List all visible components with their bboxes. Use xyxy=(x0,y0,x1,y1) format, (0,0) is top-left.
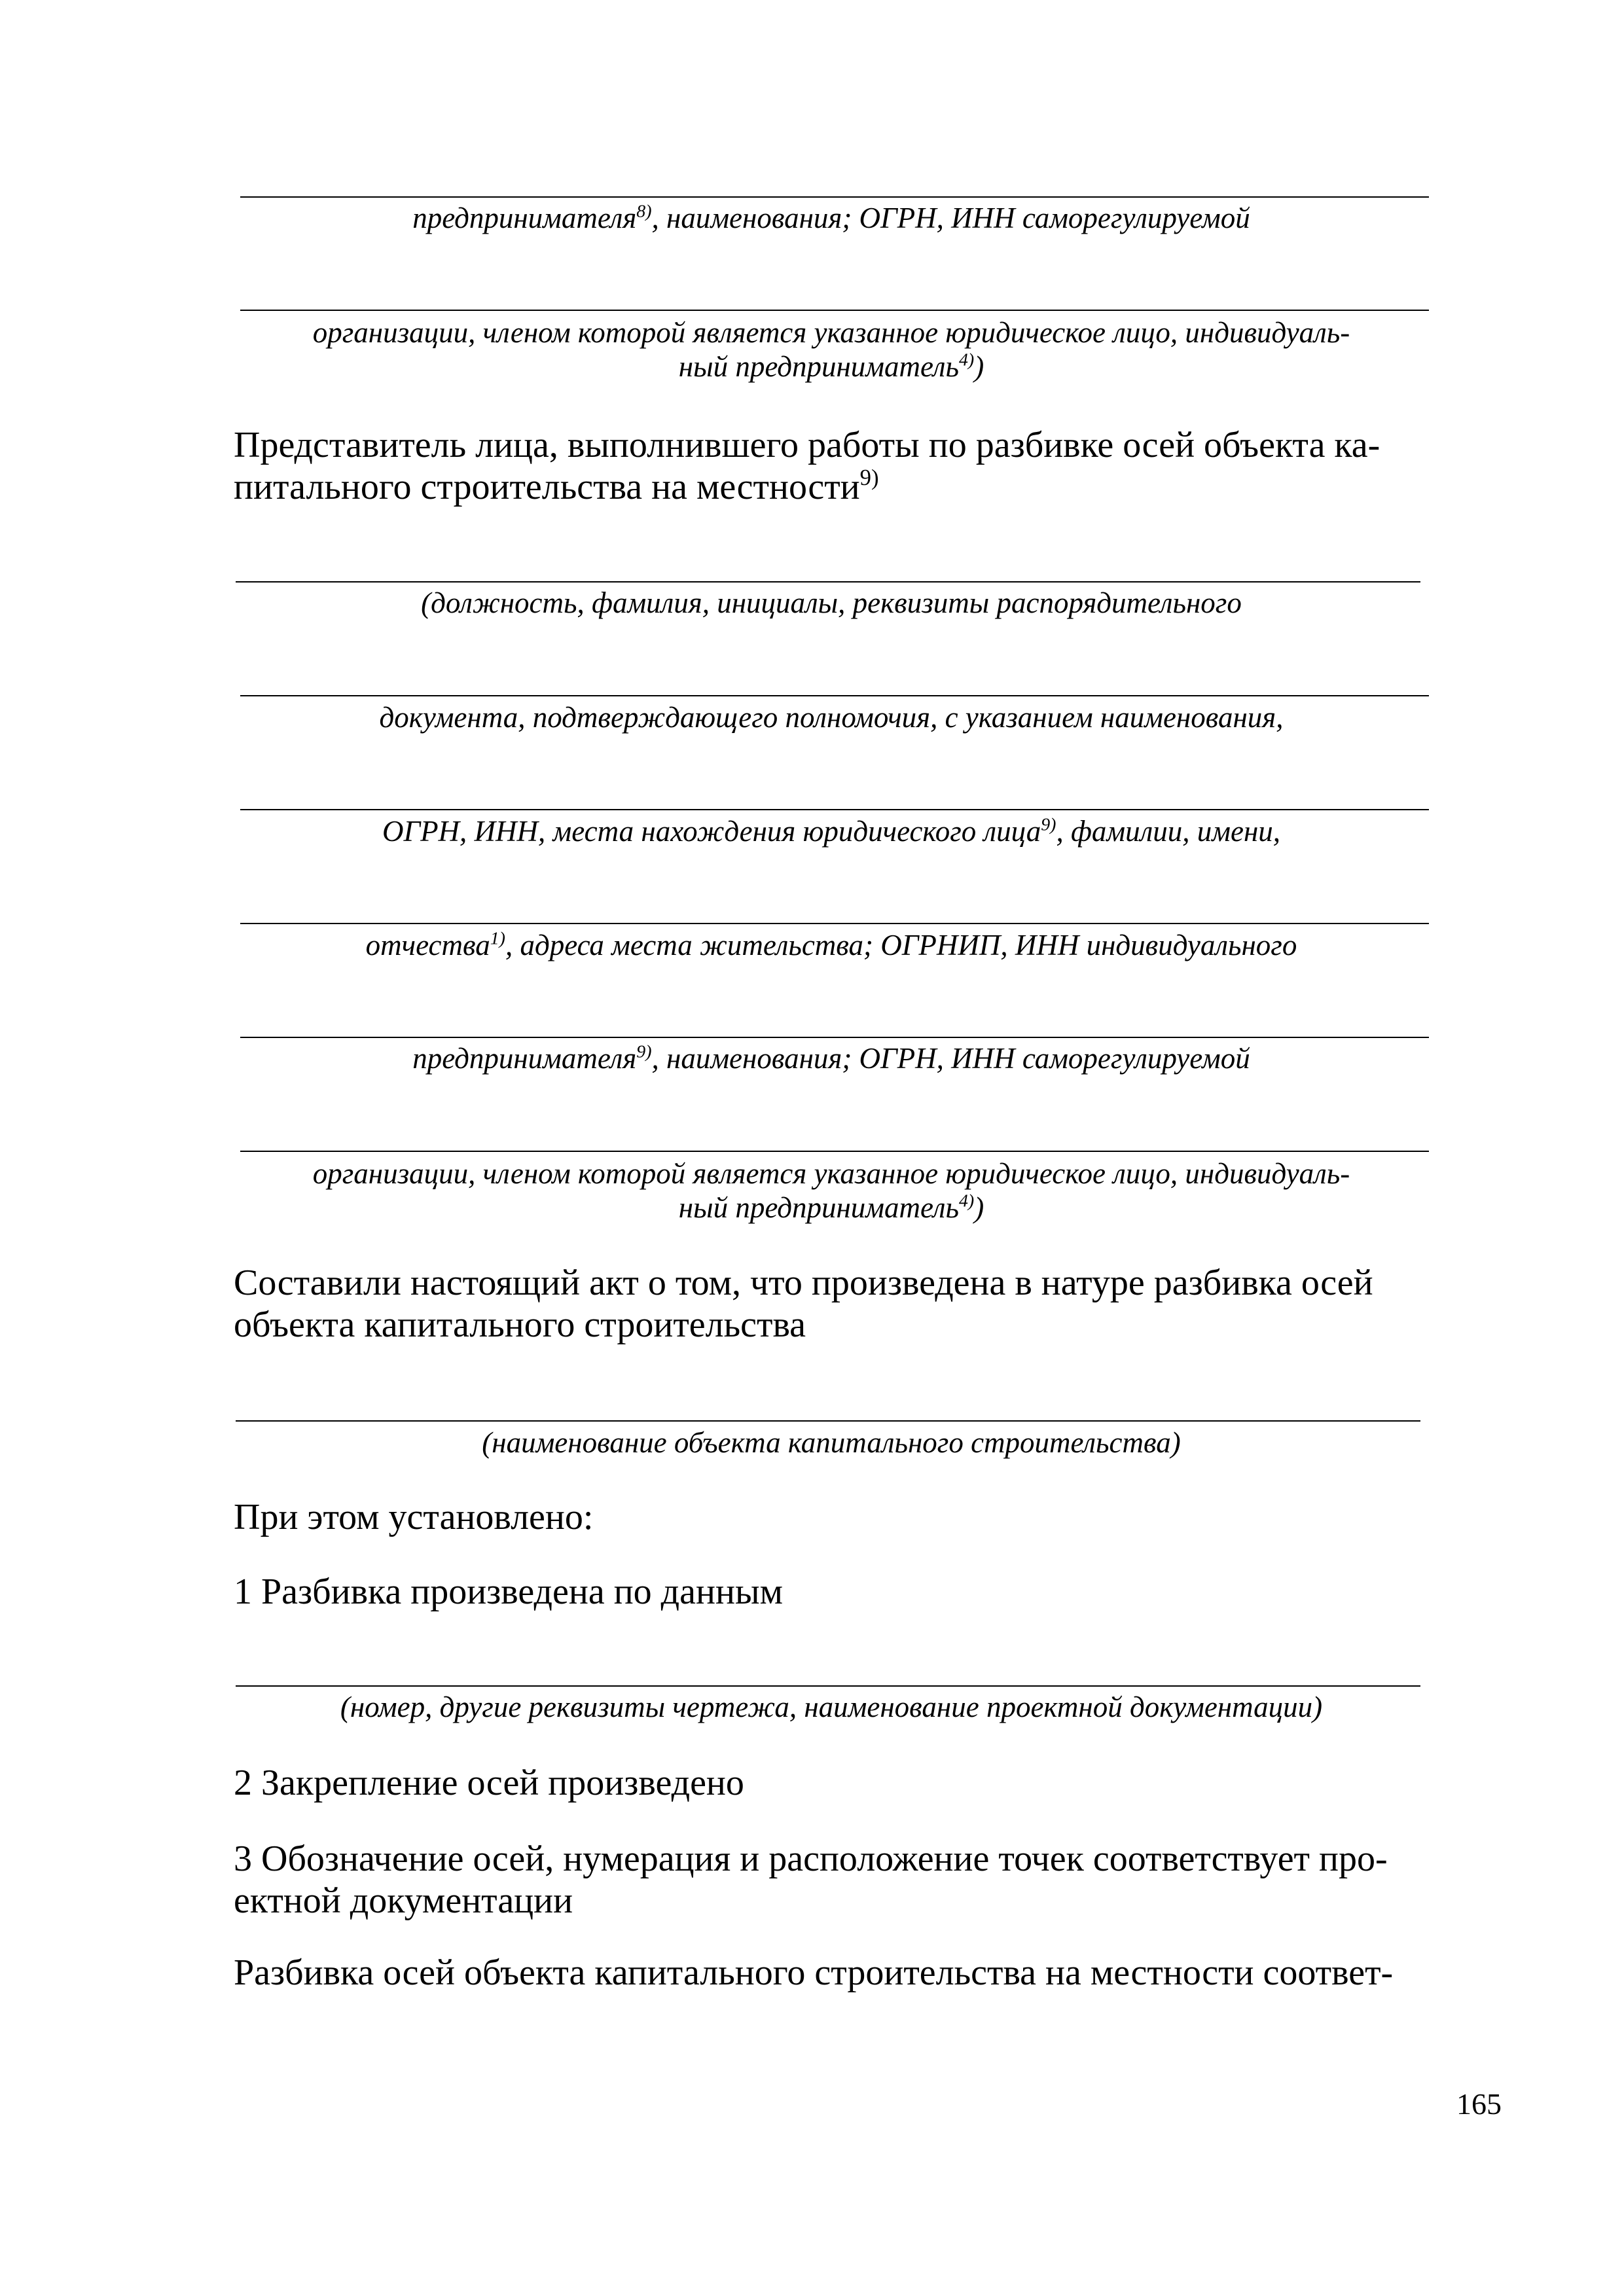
blank-line xyxy=(236,1685,1420,1687)
blank-line xyxy=(240,809,1429,810)
caption-sro-member-a: организации, членом которой является указанное юридическое лицо, индивидуаль- ный предприниматель$^{4)}$) xyxy=(312,316,1350,383)
caption-document-powers: документа, подтверждающего полномочия, с указанием наименования, xyxy=(379,701,1284,734)
blank-line xyxy=(240,196,1429,198)
blank-line xyxy=(240,1037,1429,1038)
caption-entrepreneur-8: предпринимателя$^{8)}$, наименования; ОГРН, ИНН саморегулируемой xyxy=(412,201,1250,234)
blank-line xyxy=(240,310,1429,311)
blank-line xyxy=(240,1151,1429,1152)
blank-line xyxy=(240,923,1429,924)
paragraph-item-2: 2 Закрепление осей произведено xyxy=(234,1763,744,1803)
paragraph-established: При этом установлено: xyxy=(234,1497,594,1537)
paragraph-representative: Представитель лица, выполнившего работы по разбивке осей объекта ка- питального строительства на местности$^{9)}$ xyxy=(234,425,1380,507)
caption-sro-member-b: организации, членом которой является указанное юридическое лицо, индивидуаль- ный предприниматель$^{4)}$) xyxy=(312,1157,1350,1224)
paragraph-conclusion: Разбивка осей объекта капитального строительства на местности соответ- xyxy=(234,1952,1394,1993)
page-number: 165 xyxy=(1456,2087,1502,2121)
paragraph-item-1: 1 Разбивка произведена по данным xyxy=(234,1571,784,1612)
caption-ogrn-location: ОГРН, ИНН, места нахождения юридического лица$^{9)}$, фамилии, имени, xyxy=(382,814,1281,848)
paragraph-act-statement: Составили настоящий акт о том, что произведена в натуре разбивка осей объекта капитального строительства xyxy=(234,1263,1373,1345)
paragraph-item-3: 3 Обозначение осей, нумерация и расположение точек соответствует про- ектной документации xyxy=(234,1839,1388,1921)
caption-position-name: (должность, фамилия, инициалы, реквизиты распорядительного xyxy=(421,586,1242,619)
caption-drawing-requisites: (номер, другие реквизиты чертежа, наименование проектной документации) xyxy=(340,1691,1323,1723)
caption-patronymic: отчества$^{1)}$, адреса места жительства; ОГРНИП, ИНН индивидуального xyxy=(365,928,1297,961)
caption-entrepreneur-9: предпринимателя$^{9)}$, наименования; ОГРН, ИНН саморегулируемой xyxy=(412,1041,1250,1075)
blank-line xyxy=(240,695,1429,696)
blank-line xyxy=(236,581,1420,583)
blank-line xyxy=(236,1420,1420,1422)
caption-object-name: (наименование объекта капитального строительства) xyxy=(482,1426,1181,1459)
